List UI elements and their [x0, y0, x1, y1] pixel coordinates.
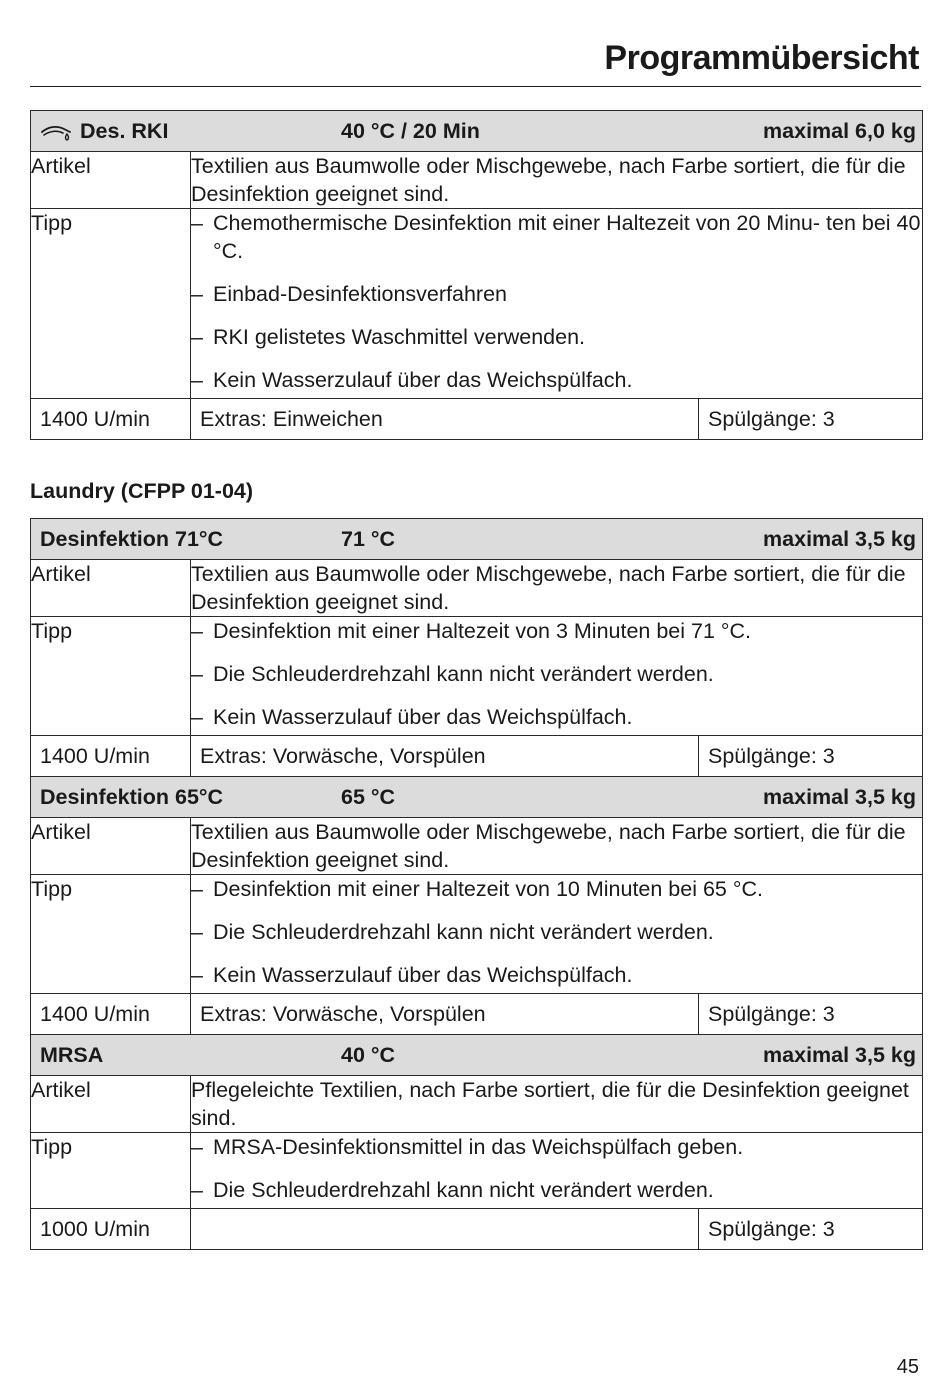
tip-label: Tipp	[31, 1133, 191, 1209]
page-title: Programmübersicht	[604, 39, 919, 77]
spin-speed: 1000 U/min	[40, 1217, 150, 1241]
section-heading: Laundry (CFPP 01-04)	[30, 479, 254, 503]
tip-item	[191, 918, 922, 946]
tip-item	[191, 617, 922, 645]
bullet-dash: –	[191, 662, 203, 686]
spin-speed: 1400 U/min	[40, 407, 150, 431]
tip-text: Chemothermische Desinfektion mit einer Haltezeit von 20 Minu- ten bei 40 °C.	[213, 211, 921, 263]
tip-item	[191, 209, 922, 265]
tip-text: Kein Wasserzulauf über das Weichspülfach.	[213, 368, 633, 392]
program-header	[31, 777, 923, 818]
tip-text: MRSA-Desinfektionsmittel in das Weichspülfach geben.	[213, 1135, 744, 1159]
tip-label: Tipp	[31, 617, 191, 736]
article-text: Textilien aus Baumwolle oder Mischgewebe, nach Farbe sortiert, die für die Desinfektion geeignet sind.	[191, 818, 923, 875]
extras: Extras: Vorwäsche, Vorspülen	[200, 1002, 486, 1026]
tip-item	[191, 323, 922, 351]
rinse-count: Spülgänge: 3	[708, 1002, 835, 1026]
bullet-dash: –	[191, 282, 203, 306]
footer-row	[31, 994, 923, 1035]
article-label: Artikel	[31, 152, 191, 209]
tip-list	[191, 617, 923, 736]
program-temperature: 40 °C	[341, 1043, 396, 1067]
tip-text: Desinfektion mit einer Haltezeit von 3 Minuten bei 71 °C.	[213, 619, 752, 643]
article-row	[31, 152, 923, 209]
article-text: Textilien aus Baumwolle oder Mischgewebe, nach Farbe sortiert, die für die Desinfektion geeignet sind.	[191, 560, 923, 617]
tip-row	[31, 617, 923, 736]
spin-speed: 1400 U/min	[40, 1002, 150, 1026]
bullet-dash: –	[191, 1135, 203, 1159]
program-table-laundry	[30, 518, 923, 1250]
article-row	[31, 560, 923, 617]
program-name: Desinfektion 71°C	[40, 527, 224, 551]
tip-list	[191, 875, 923, 994]
tip-text: Kein Wasserzulauf über das Weichspülfach.	[213, 963, 633, 987]
tip-row	[31, 875, 923, 994]
bullet-dash: –	[191, 211, 203, 235]
article-label: Artikel	[31, 1076, 191, 1133]
tip-text: Die Schleuderdrehzahl kann nicht verändert werden.	[213, 1178, 714, 1202]
extras	[191, 1209, 698, 1221]
tip-text: Die Schleuderdrehzahl kann nicht verändert werden.	[213, 920, 714, 944]
bullet-dash: –	[191, 368, 203, 392]
program-temperature: 65 °C	[341, 785, 396, 809]
tip-item	[191, 366, 922, 394]
article-row	[31, 1076, 923, 1133]
rinse-count: Spülgänge: 3	[708, 744, 835, 768]
tip-text: RKI gelistetes Waschmittel verwenden.	[213, 325, 586, 349]
program-temperature: 40 °C / 20 Min	[341, 119, 480, 143]
tip-row	[31, 1133, 923, 1209]
tip-row	[31, 209, 923, 399]
tip-text: Einbad-Desinfektionsverfahren	[213, 282, 507, 306]
tip-text: Die Schleuderdrehzahl kann nicht verändert werden.	[213, 662, 714, 686]
tip-item	[191, 280, 922, 308]
tip-item	[191, 961, 922, 989]
tip-item	[191, 1176, 922, 1204]
bullet-dash: –	[191, 877, 203, 901]
article-text: Pflegeleichte Textilien, nach Farbe sortiert, die für die Desinfektion geeignet sind.	[191, 1076, 923, 1133]
tip-text: Desinfektion mit einer Haltezeit von 10 Minuten bei 65 °C.	[213, 877, 763, 901]
disinfection-hand-icon	[40, 120, 74, 142]
footer-row	[31, 736, 923, 777]
extras: Extras: Einweichen	[200, 407, 383, 431]
article-label: Artikel	[31, 818, 191, 875]
article-row	[31, 818, 923, 875]
spin-speed: 1400 U/min	[40, 744, 150, 768]
tip-label: Tipp	[31, 875, 191, 994]
tip-list	[191, 1133, 923, 1209]
program-name: Desinfektion 65°C	[40, 785, 224, 809]
program-name: MRSA	[40, 1043, 104, 1067]
bullet-dash: –	[191, 1178, 203, 1202]
title-rule	[30, 86, 921, 87]
footer-row	[31, 399, 923, 440]
program-table-des-rki	[30, 110, 923, 440]
extras: Extras: Vorwäsche, Vorspülen	[200, 744, 486, 768]
bullet-dash: –	[191, 619, 203, 643]
page-number: 45	[896, 1356, 919, 1378]
program-temperature: 71 °C	[341, 527, 396, 551]
tip-item	[191, 660, 922, 688]
article-text: Textilien aus Baumwolle oder Mischgewebe, nach Farbe sortiert, die für die Desinfektion geeignet sind.	[191, 152, 923, 209]
program-max-load: maximal 3,5 kg	[763, 1043, 917, 1067]
rinse-count: Spülgänge: 3	[708, 1217, 835, 1241]
tip-text: Kein Wasserzulauf über das Weichspülfach.	[213, 705, 633, 729]
tip-item	[191, 875, 922, 903]
program-max-load: maximal 3,5 kg	[763, 527, 917, 551]
tip-label: Tipp	[31, 209, 191, 399]
footer-row	[31, 1209, 923, 1250]
program-max-load: maximal 6,0 kg	[763, 119, 917, 143]
bullet-dash: –	[191, 705, 203, 729]
tip-item	[191, 703, 922, 731]
program-max-load: maximal 3,5 kg	[763, 785, 917, 809]
bullet-dash: –	[191, 325, 203, 349]
program-name: Des. RKI	[80, 119, 169, 143]
tip-item	[191, 1133, 922, 1161]
article-label: Artikel	[31, 560, 191, 617]
bullet-dash: –	[191, 920, 203, 944]
bullet-dash: –	[191, 963, 203, 987]
tip-list	[191, 209, 923, 399]
program-header	[31, 111, 923, 152]
rinse-count: Spülgänge: 3	[708, 407, 835, 431]
program-header	[31, 519, 923, 560]
program-header	[31, 1035, 923, 1076]
